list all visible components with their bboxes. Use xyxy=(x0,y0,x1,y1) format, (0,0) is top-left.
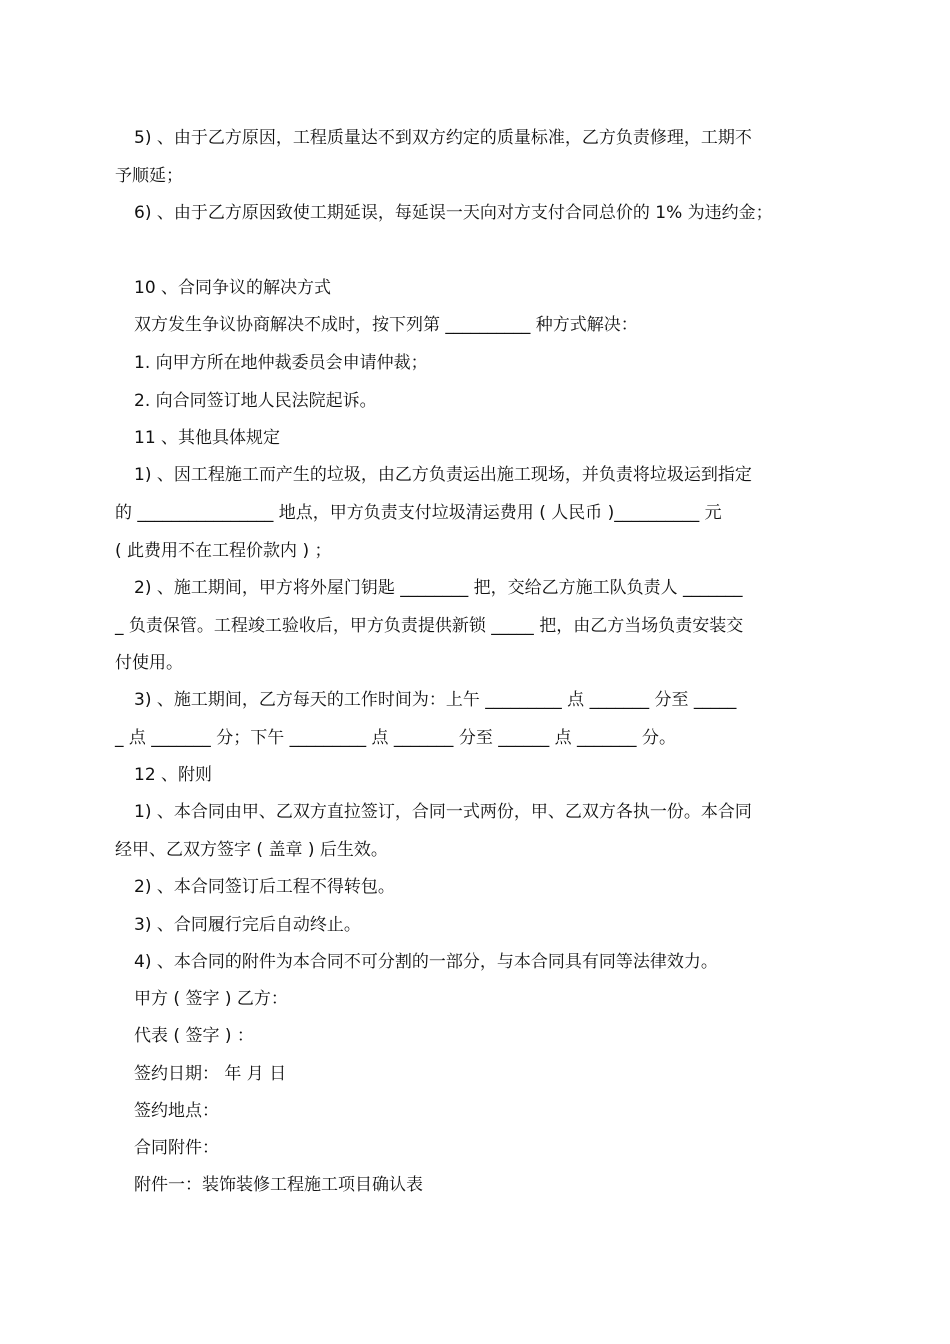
clause-12-heading: 12 、附则 xyxy=(134,765,213,785)
clause-11-item-2-line-1: 2) 、施工期间，甲方将外屋门钥匙 ________ 把，交给乙方施工队负责人 _______ xyxy=(134,578,743,598)
clause-11-item-2-line-2: _ 负责保管。工程竣工验收后，甲方负责提供新锁 _____ 把，由乙方当场负责安装交 xyxy=(115,616,744,636)
clause-10-option-1: 1. 向甲方所在地仲裁委员会申请仲裁； xyxy=(134,353,428,373)
clause-11-item-1-line-2: 的 ________________ 地点，甲方负责支付垃圾清运费用 ( 人民币 )__________ 元 xyxy=(115,503,722,523)
clause-11-item-3-line-1: 3) 、施工期间，乙方每天的工作时间为：上午 _________ 点 _______ 分至 _____ xyxy=(134,690,737,710)
contract-attachments-label: 合同附件： xyxy=(134,1138,219,1158)
clause-12-item-3: 3) 、合同履行完后自动终止。 xyxy=(134,915,361,935)
signing-place: 签约地点： xyxy=(134,1101,219,1121)
clause-12-item-1-line-1: 1) 、本合同由甲、乙双方直拉签订，合同一式两份，甲、乙双方各执一份。本合同 xyxy=(134,802,752,822)
clause-11-item-2-line-3: 付使用。 xyxy=(115,653,183,673)
signing-date: 签约日期： 年 月 日 xyxy=(134,1064,287,1084)
clause-12-item-2: 2) 、本合同签订后工程不得转包。 xyxy=(134,877,395,897)
clause-9-item-6: 6) 、由于乙方原因致使工期延误，每延误一天向对方支付合同总价的 1% 为违约金； xyxy=(134,203,773,223)
clause-11-item-1-line-1: 1) 、因工程施工而产生的垃圾，由乙方负责运出施工现场，并负责将垃圾运到指定 xyxy=(134,465,752,485)
clause-9-item-5-line-1: 5) 、由于乙方原因，工程质量达不到双方约定的质量标准，乙方负责修理，工期不 xyxy=(134,128,752,148)
signature-representative: 代表 ( 签字 ) ： xyxy=(134,1026,254,1046)
signature-party-a-b: 甲方 ( 签字 ) 乙方： xyxy=(134,989,288,1009)
clause-11-item-1-line-3: ( 此费用不在工程价款内 ) ； xyxy=(115,541,332,561)
clause-11-item-3-line-2: _ 点 _______ 分；下午 _________ 点 _______ 分至 ______ 点 _______ 分。 xyxy=(115,728,676,748)
clause-10-text: 双方发生争议协商解决不成时，按下列第 __________ 种方式解决： xyxy=(134,315,638,335)
clause-10-heading: 10 、合同争议的解决方式 xyxy=(134,278,332,298)
clause-12-item-1-line-2: 经甲、乙双方签字 ( 盖章 ) 后生效。 xyxy=(115,840,388,860)
attachment-1: 附件一：装饰装修工程施工项目确认表 xyxy=(134,1175,423,1195)
clause-10-option-2: 2. 向合同签订地人民法院起诉。 xyxy=(134,391,377,411)
clause-12-item-4: 4) 、本合同的附件为本合同不可分割的一部分，与本合同具有同等法律效力。 xyxy=(134,952,718,972)
clause-9-item-5-line-2: 予顺延； xyxy=(115,166,183,186)
clause-11-heading: 11 、其他具体规定 xyxy=(134,428,281,448)
